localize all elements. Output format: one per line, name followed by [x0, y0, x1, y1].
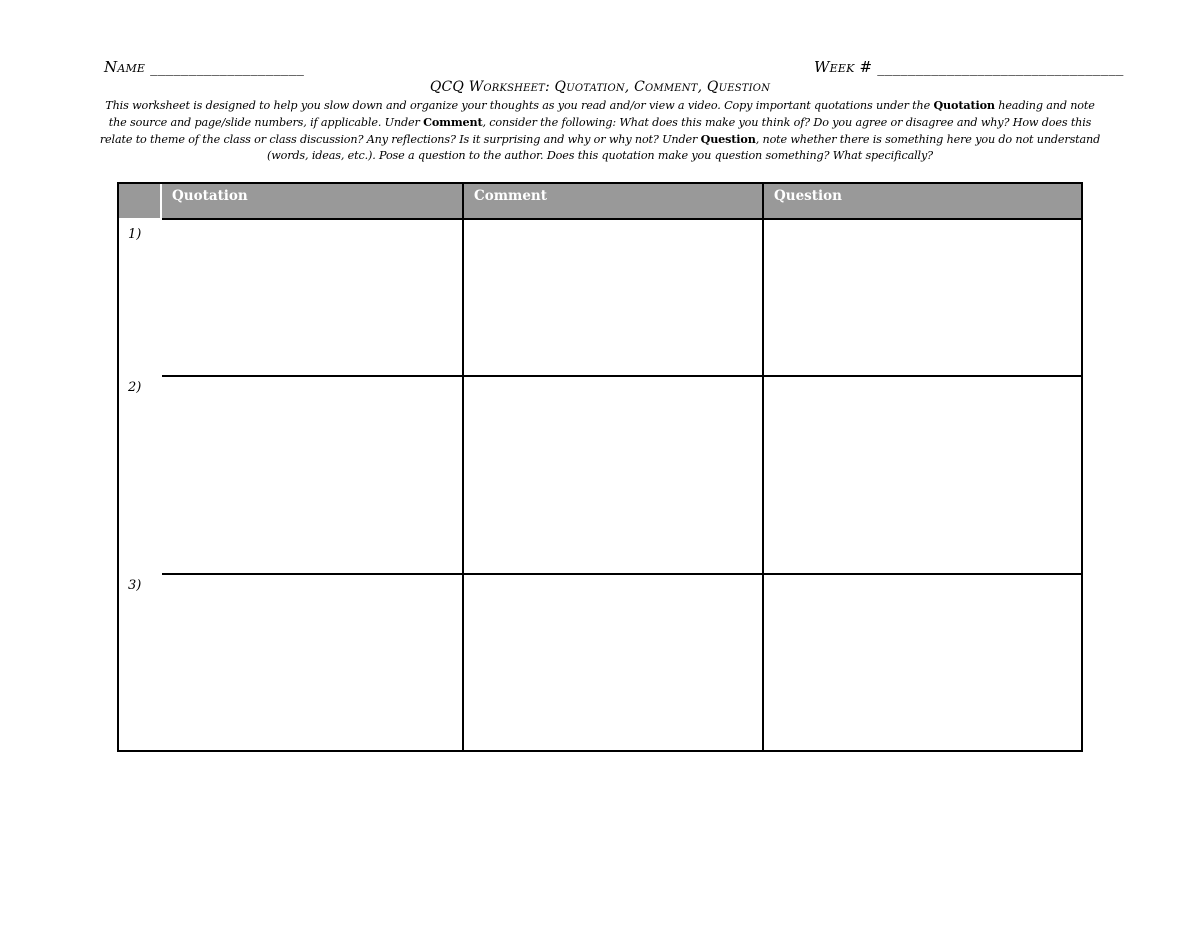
quotation-entry-1[interactable] — [162, 220, 462, 375]
worksheet-title: QCQ Worksheet: Quotation, Comment, Question — [429, 79, 771, 95]
instructions-text: heading and note the source and page/slide numbers, if applicable. Under — [108, 99, 1095, 129]
header-separator — [160, 184, 162, 218]
row-number-1: 1) — [128, 227, 142, 242]
keyword-quotation: Quotation — [933, 98, 995, 112]
keyword-comment: Comment — [423, 115, 483, 129]
column-header-quotation: Quotation — [172, 188, 248, 204]
quotation-entry-2[interactable] — [162, 377, 462, 573]
keyword-question: Question — [700, 132, 756, 146]
qcq-table — [117, 182, 1083, 752]
week-field-label: Week # ________________________________ — [814, 58, 1124, 76]
quotation-entry-3[interactable] — [162, 575, 462, 750]
row-number-2: 2) — [128, 380, 142, 395]
comment-entry-1[interactable] — [464, 220, 762, 375]
instructions-text: , note whether there is something here you do not understand (words, ideas, etc.). Pose a question to the author. Does this quotation make you question something? What specifically? — [266, 133, 1101, 162]
row-number-3: 3) — [128, 578, 142, 593]
question-entry-3[interactable] — [764, 575, 1081, 750]
comment-entry-3[interactable] — [464, 575, 762, 750]
question-entry-1[interactable] — [764, 220, 1081, 375]
instructions-text: , consider the following: What does this make you think of? Do you agree or disagree and why? How does this relate to theme of the class or class discussion? Any reflections? Is it surprising and why or why not? Under — [99, 116, 1092, 146]
name-field-label: Name ____________________ — [104, 58, 305, 76]
comment-entry-2[interactable] — [464, 377, 762, 573]
column-header-comment: Comment — [474, 188, 547, 204]
question-entry-2[interactable] — [764, 377, 1081, 573]
instructions-text: This worksheet is designed to help you slow down and organize your thoughts as you read and/or view a video. Copy important quotations under the — [105, 99, 934, 112]
worksheet-instructions — [96, 97, 1104, 164]
column-header-question: Question — [774, 188, 842, 204]
